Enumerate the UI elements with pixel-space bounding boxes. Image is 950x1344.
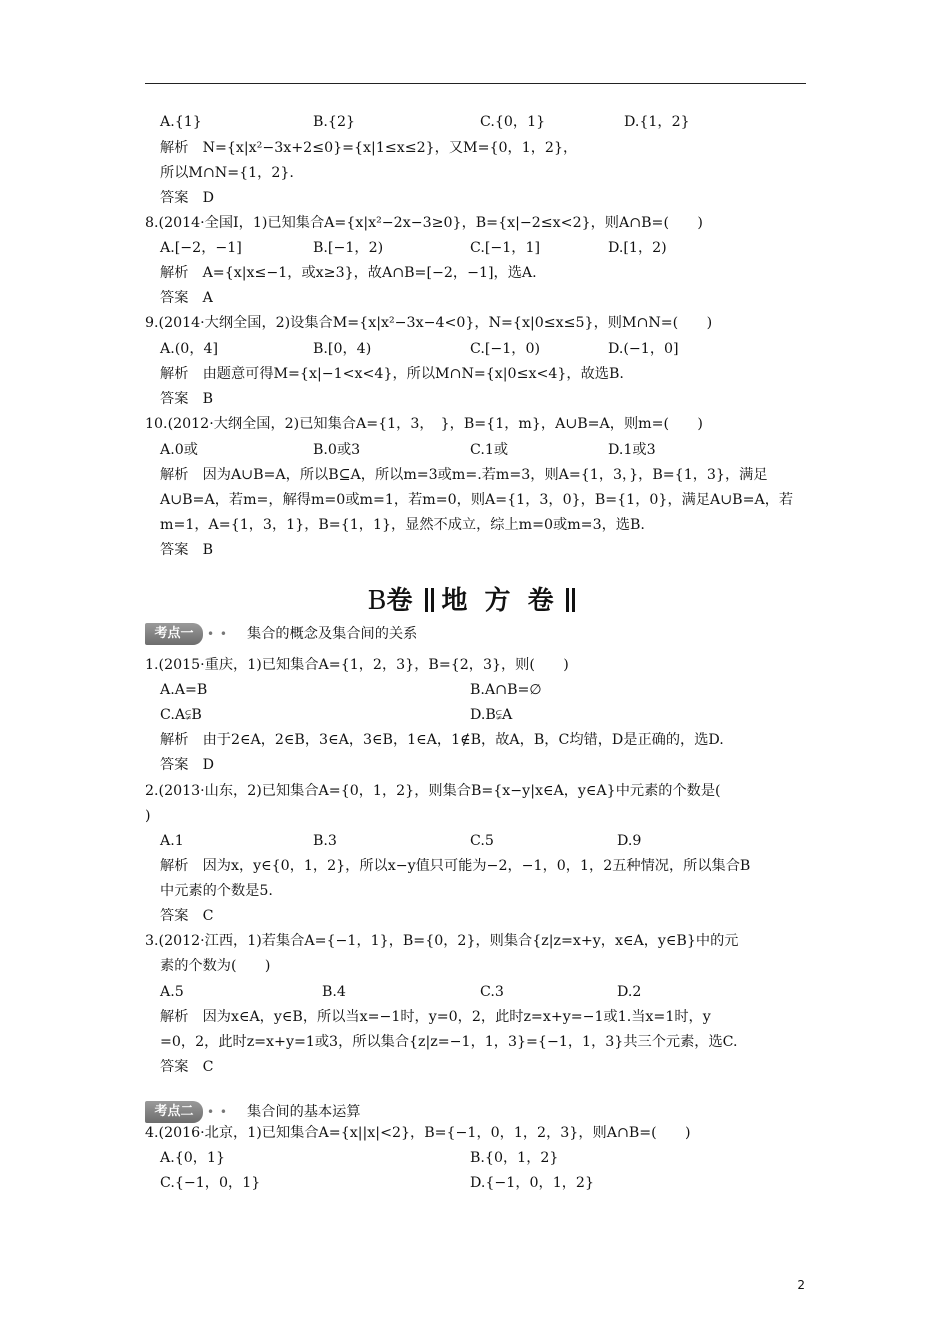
answer-option: B.A∩B=∅ [470,682,542,698]
answer-option: A.5 [160,984,184,1000]
answer-option: B.0或3 [313,442,361,458]
text-line: 所以M∩N={1，2}. [160,165,294,181]
text-line: 解析 A={x|x≤−1，或x≥3}，故A∩B=[−2，−1]，选A. [160,265,537,281]
answer-option: D.[1，2) [608,240,667,256]
text-line: 答案 B [160,542,213,558]
text-line: 3.(2012·江西，1)若集合A={−1，1}，B={0，2}，则集合{z|z=x+y，x∈A，y∈B}中的元 [145,933,739,949]
text-line: 解析 因为x∈A，y∈B，所以当x=−1时，y=0，2，此时z=x+y=−1或1.当x=1时，y [160,1009,711,1025]
text-line: 10.(2012·大纲全国，2)已知集合A={1，3， }，B={1，m}，A∪B=A，则m=( ) [145,416,703,432]
answer-option: A.0或 [160,442,198,458]
text-line: 9.(2014·大纲全国，2)设集合M={x|x²−3x−4<0}，N={x|0≤x≤5}，则M∩N=( ) [145,315,713,331]
topic-title: 集合间的基本运算 [247,1104,361,1120]
header-rule [145,83,806,84]
answer-option: D.{−1，0，1，2} [470,1175,594,1191]
answer-option: B.4 [322,984,346,1000]
text-line: =0，2，此时z=x+y=1或3，所以集合{z|z=−1，1，3}={−1，1，3}共三个元素，选C. [160,1034,738,1050]
answer-option: C.5 [470,833,494,849]
text-line: 解析 由题意可得M={x|−1<x<4}，所以M∩N={x|0≤x<4}，故选B. [160,366,624,382]
text-line: 2.(2013·山东，2)已知集合A={0，1，2}，则集合B={x−y|x∈A，y∈A}中元素的个数是( [145,783,721,799]
answer-option: B.{2} [313,114,356,130]
answer-option: D.2 [617,984,642,1000]
answer-option: D.9 [617,833,642,849]
topic-badge [145,1101,231,1125]
answer-option: C.{−1，0，1} [160,1175,261,1191]
text-line: 素的个数为( ) [160,958,271,974]
answer-option: C.{0，1} [480,114,546,130]
answer-option: C.3 [480,984,504,1000]
answer-option: D.B⫋A [470,707,513,723]
badge-dots-icon: • • [207,1105,228,1119]
text-line: 解析 N={x|x²−3x+2≤0}={x|1≤x≤2}，又M={0，1，2}， [160,140,578,156]
topic-title: 集合的概念及集合间的关系 [247,626,418,642]
text-line: 答案 B [160,391,213,407]
answer-option: A.[−2，−1] [160,240,242,256]
section-title: 地 方 卷 [441,586,558,616]
section-heading [0,580,950,617]
badge-label: 考点二 [145,1101,203,1123]
badge-dots-icon: • • [207,627,228,641]
answer-option: B.[−1，2) [313,240,384,256]
double-bar-icon [425,588,434,612]
answer-option: C.[−1，1] [470,240,541,256]
double-bar-icon [566,588,575,612]
answer-option: A.1 [160,833,184,849]
badge-label: 考点一 [145,623,203,645]
answer-option: C.1或 [470,442,509,458]
answer-option: B.[0，4) [313,341,372,357]
answer-option: D.{1，2} [624,114,690,130]
answer-option: A.(0，4] [160,341,219,357]
text-line: 答案 D [160,190,214,206]
section-letter: B [367,586,387,616]
answer-option: A.{1} [160,114,202,130]
text-line: 答案 C [160,1059,214,1075]
text-line: m=1，A={1，3，1}，B={1，1}，显然不成立，综上m=0或m=3，选B. [160,517,645,533]
text-line: A∪B=A，若m=，解得m=0或m=1，若m=0，则A={1，3，0}，B={1，0}，满足A∪B=A，若 [160,492,794,508]
text-line: 中元素的个数是5. [160,883,273,899]
text-line: 答案 C [160,908,214,924]
text-line: ) [145,808,151,824]
answer-option: A.{0，1} [160,1150,226,1166]
page-number: 2 [797,1278,805,1292]
answer-option: D.(−1，0] [608,341,679,357]
text-line: 8.(2014·全国Ⅰ，1)已知集合A={x|x²−2x−3≥0}，B={x|−2≤x<2}，则A∩B=( ) [145,215,703,231]
answer-option: B.3 [313,833,337,849]
section-juan: 卷 [386,586,417,616]
topic-badge [145,623,231,647]
text-line: 4.(2016·北京，1)已知集合A={x||x|<2}，B={−1，0，1，2，3}，则A∩B=( ) [145,1125,691,1141]
answer-option: C.A⫋B [160,707,202,723]
answer-option: A.A=B [160,682,208,698]
text-line: 解析 因为A∪B=A，所以B⊆A，所以m=3或m=.若m=3，则A={1，3，}，B={1，3}，满足 [160,467,768,483]
answer-option: D.1或3 [608,442,656,458]
answer-option: B.{0，1，2} [470,1150,559,1166]
text-line: 解析 因为x，y∈{0，1，2}，所以x−y值只可能为−2，−1，0，1，2五种情况，所以集合B [160,858,751,874]
text-line: 答案 D [160,757,214,773]
answer-option: C.[−1，0) [470,341,541,357]
text-line: 解析 由于2∈A，2∈B，3∈A，3∈B，1∈A，1∉B，故A，B，C均错，D是正确的，选D. [160,732,724,748]
text-line: 答案 A [160,290,213,306]
text-line: 1.(2015·重庆，1)已知集合A={1，2，3}，B={2，3}，则( ) [145,657,569,673]
